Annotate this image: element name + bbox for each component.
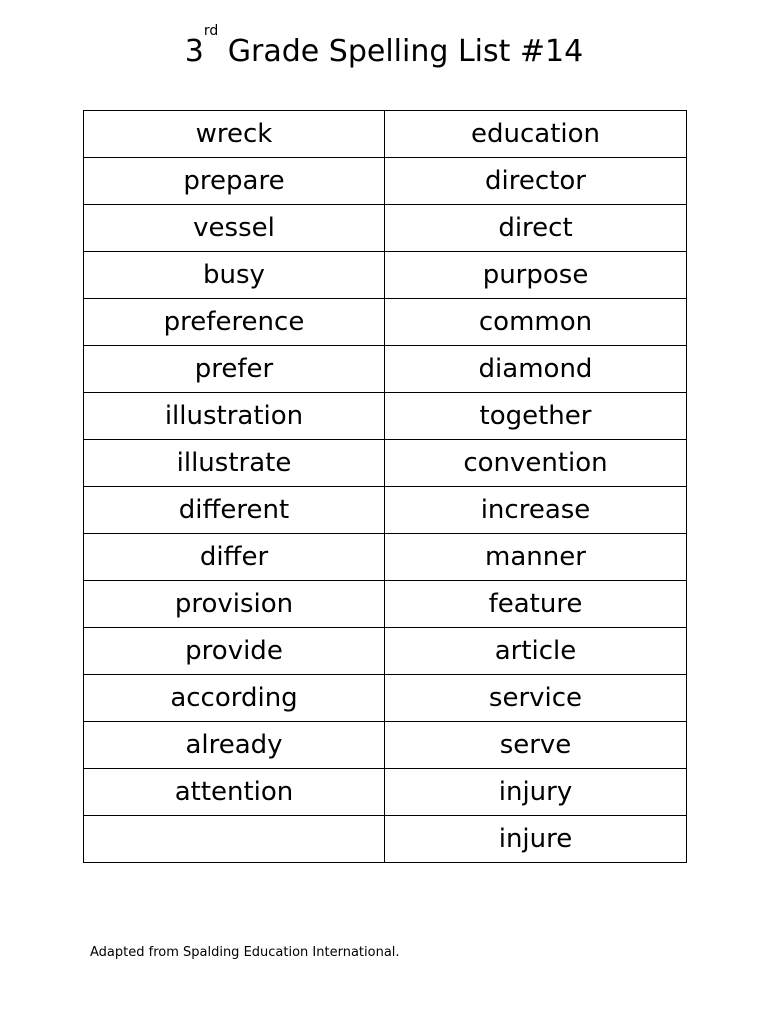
word-cell-left: already — [84, 722, 385, 769]
page-title — [0, 23, 768, 74]
word-cell-left: provide — [84, 628, 385, 675]
title-prefix: 3 — [184, 34, 204, 69]
attribution-footer: Adapted from Spalding Education International. — [90, 945, 400, 960]
word-cell-left: attention — [84, 769, 385, 816]
table-row — [84, 252, 687, 299]
word-cell-left: illustration — [84, 393, 385, 440]
title-rest: Grade Spelling List #14 — [218, 34, 584, 69]
word-cell-right: purpose — [385, 252, 687, 299]
table-row — [84, 299, 687, 346]
word-cell-right: injury — [385, 769, 687, 816]
table-row — [84, 581, 687, 628]
table-row — [84, 722, 687, 769]
word-cell-left: illustrate — [84, 440, 385, 487]
word-cell-right: serve — [385, 722, 687, 769]
word-cell-right: education — [385, 111, 687, 158]
spelling-word-table — [83, 110, 687, 863]
word-cell-left — [84, 816, 385, 863]
table-row — [84, 487, 687, 534]
word-cell-right: feature — [385, 581, 687, 628]
word-cell-right: manner — [385, 534, 687, 581]
word-cell-left: preference — [84, 299, 385, 346]
table-row — [84, 534, 687, 581]
title-superscript: rd — [203, 23, 219, 39]
table-row — [84, 675, 687, 722]
word-cell-left: busy — [84, 252, 385, 299]
table-row — [84, 816, 687, 863]
word-cell-right: diamond — [385, 346, 687, 393]
word-cell-left: prepare — [84, 158, 385, 205]
word-cell-right: article — [385, 628, 687, 675]
table-row — [84, 158, 687, 205]
word-cell-left: wreck — [84, 111, 385, 158]
table-row — [84, 205, 687, 252]
word-cell-right: director — [385, 158, 687, 205]
table-row — [84, 769, 687, 816]
word-cell-left: according — [84, 675, 385, 722]
table-row — [84, 628, 687, 675]
word-cell-left: vessel — [84, 205, 385, 252]
word-cell-right: service — [385, 675, 687, 722]
table-row — [84, 346, 687, 393]
table-row — [84, 111, 687, 158]
word-cell-left: provision — [84, 581, 385, 628]
word-cell-left: differ — [84, 534, 385, 581]
word-cell-right: increase — [385, 487, 687, 534]
word-cell-left: prefer — [84, 346, 385, 393]
word-cell-right: convention — [385, 440, 687, 487]
word-cell-left: different — [84, 487, 385, 534]
word-cell-right: common — [385, 299, 687, 346]
word-cell-right: injure — [385, 816, 687, 863]
table-row — [84, 393, 687, 440]
word-table-body — [84, 111, 687, 863]
word-cell-right: together — [385, 393, 687, 440]
table-row — [84, 440, 687, 487]
word-cell-right: direct — [385, 205, 687, 252]
